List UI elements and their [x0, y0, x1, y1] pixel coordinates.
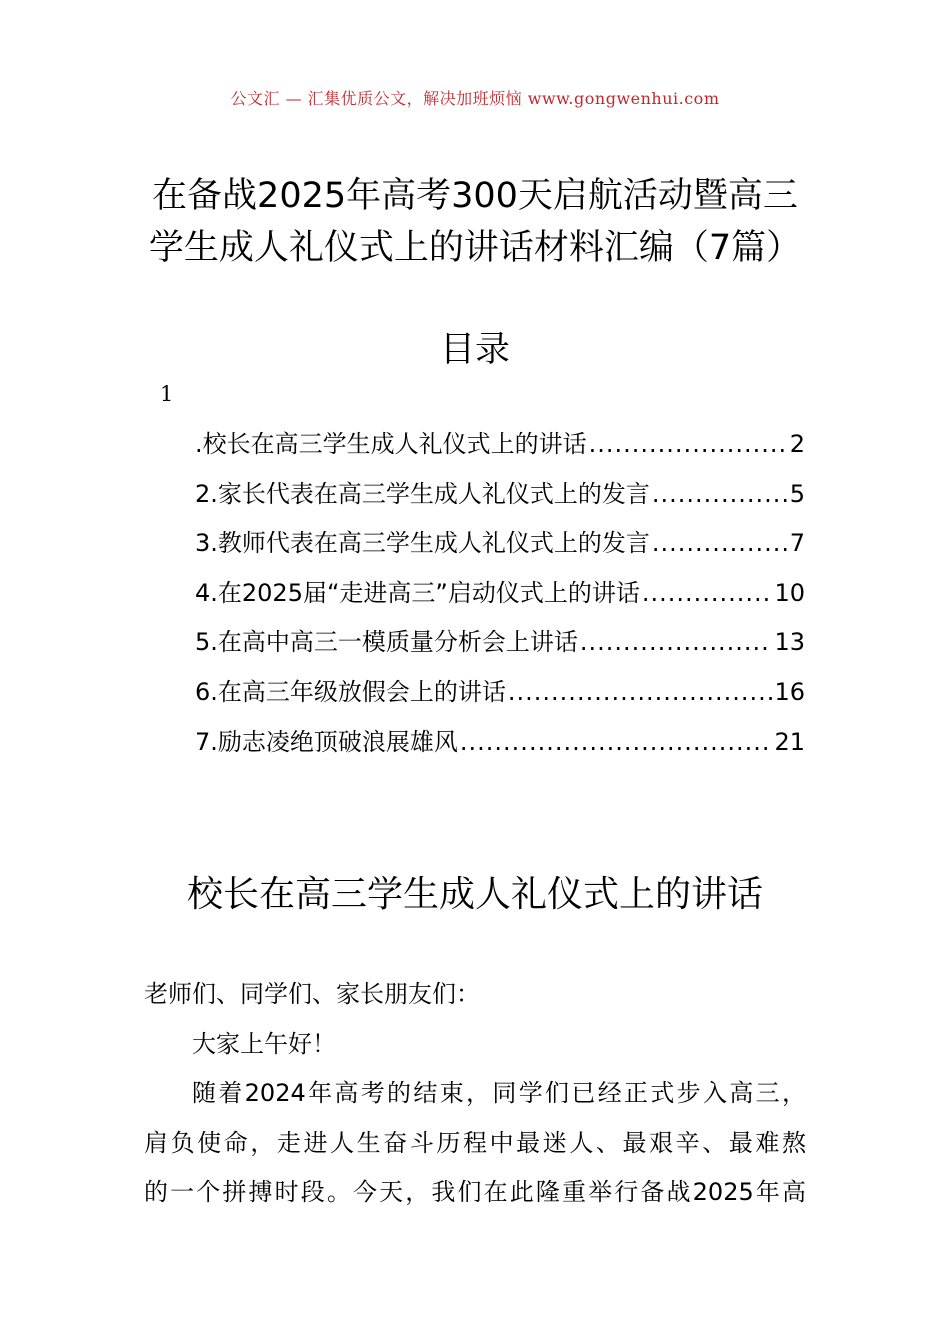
- toc-entry-page: 13: [774, 628, 805, 657]
- toc-entry-title: 5.在高中高三一模质量分析会上讲话: [195, 628, 578, 657]
- toc-entry-page: 16: [774, 677, 805, 706]
- section-title: 校长在高三学生成人礼仪式上的讲话: [186, 874, 763, 915]
- toc-entry-page: 7: [789, 529, 805, 558]
- toc-dot-leader: [580, 628, 773, 656]
- toc-entry[interactable]: [195, 573, 805, 623]
- toc-entry[interactable]: [195, 722, 805, 772]
- header-banner: 公文汇 — 汇集优质公文，解决加班烦恼 www.gongwenhui.com: [230, 89, 720, 108]
- toc-entry-title: .校长在高三学生成人礼仪式上的讲话: [195, 430, 587, 458]
- paragraph-line: 随着2024年高考的结束，同学们已经正式步入高三，: [192, 1079, 806, 1108]
- greeting: 大家上午好！: [192, 1029, 336, 1058]
- document-title-line-1: 在备战2025年高考300天启航活动暨高三: [152, 176, 798, 216]
- toc-entry-title: 2.家长代表在高三学生成人礼仪式上的发言: [195, 479, 650, 508]
- toc-entry[interactable]: [195, 424, 805, 474]
- toc-heading: 目录: [439, 330, 510, 370]
- document-title-line-2: 学生成人礼仪式上的讲话材料汇编（7篇）: [148, 228, 802, 268]
- toc-dot-leader: [589, 430, 788, 458]
- toc-dot-leader: [642, 579, 773, 607]
- toc-dot-leader: [652, 529, 788, 557]
- section-body: [144, 970, 806, 1218]
- salutation: 老师们、同学们、家长朋友们：: [144, 980, 480, 1008]
- toc-entry-page: 5: [789, 479, 805, 508]
- toc-entry-title: 6.在高三年级放假会上的讲话: [195, 677, 506, 706]
- toc-entry-title: 7.励志凌绝顶破浪展雄风: [195, 727, 458, 756]
- toc-entry-title: 4.在2025届“走进高三”启动仪式上的讲话: [195, 578, 640, 607]
- toc-entry-title: 3.教师代表在高三学生成人礼仪式上的发言: [195, 529, 650, 558]
- toc-entry[interactable]: [195, 523, 805, 573]
- paragraph-line: 肩负使命，走进人生奋斗历程中最迷人、最艰辛、最难熬: [144, 1128, 806, 1157]
- toc-dot-leader: [460, 728, 773, 756]
- toc-entry[interactable]: [195, 474, 805, 524]
- toc-entry-page: 21: [774, 727, 805, 756]
- document-title: [100, 170, 850, 274]
- table-of-contents: [195, 424, 805, 771]
- paragraph-line: 的一个拼搏时段。今天，我们在此隆重举行备战2025年高: [144, 1178, 806, 1207]
- toc-entry-page: 10: [774, 578, 805, 607]
- toc-entry-page: 2: [789, 430, 805, 458]
- toc-dot-leader: [508, 678, 773, 706]
- toc-dot-leader: [652, 480, 788, 508]
- toc-marker: 1: [160, 382, 174, 406]
- toc-entry[interactable]: [195, 622, 805, 672]
- toc-entry[interactable]: [195, 672, 805, 722]
